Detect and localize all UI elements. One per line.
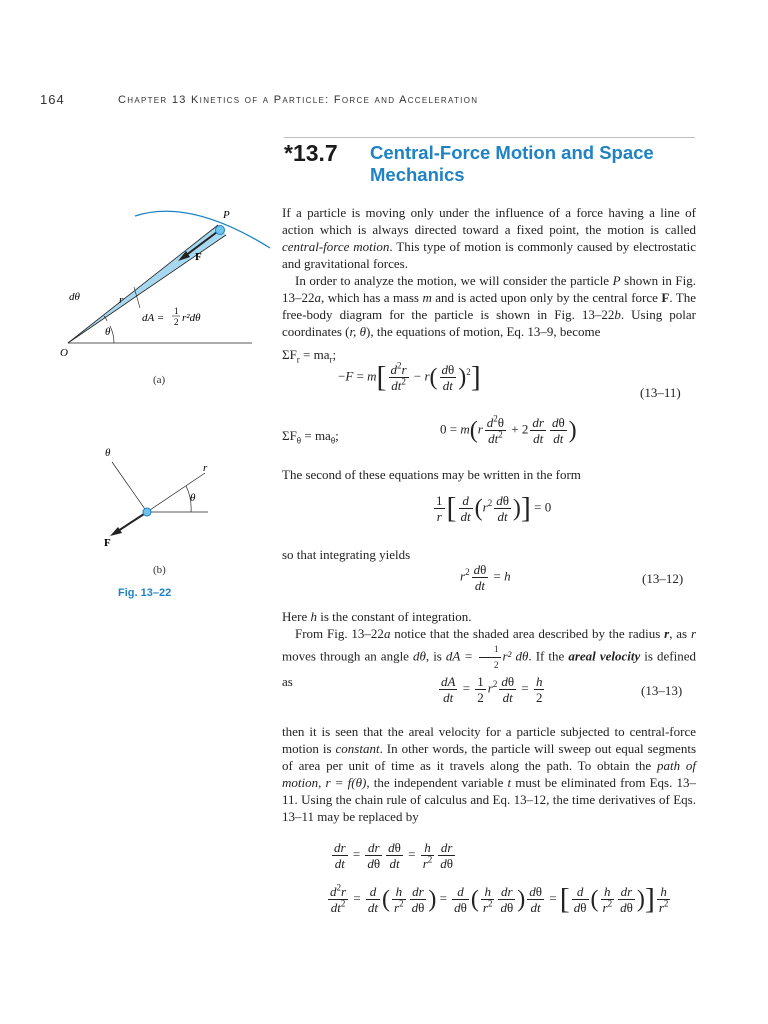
label-r: r [119, 294, 124, 306]
text: is defined as [282, 648, 696, 689]
text: , which has a mass [321, 290, 423, 305]
math: = ma [299, 347, 330, 362]
text: . Using polar coordinates ( [282, 307, 696, 339]
figure-b-label: (b) [153, 564, 166, 576]
running-header [0, 92, 768, 112]
var: P [612, 273, 621, 288]
text: Here [282, 609, 311, 624]
label-dA-rest: r²dθ [182, 312, 201, 324]
text: must be eliminated from Eqs. 13–11. Using the chain rule of calculus and Eq. 13–12, the time derivatives of Eqs. 13–11 may be replaced by [282, 775, 696, 824]
text: . This type of motion is commonly caused by electrostatic and gravitational forces. [282, 239, 696, 271]
text-here-h [282, 608, 696, 625]
figure-13-22a [40, 200, 280, 400]
particle-b [143, 508, 151, 516]
math: ΣF [282, 428, 297, 443]
theta-arc [110, 326, 114, 343]
eq-d2r-dt2: $\frac{d^2r}{dt^2}$ = $\frac{d}{dt}$ ( $\frac{h}{r^2}$ $\frac{dr}{d\theta}$ ) = $\frac{d}{d\theta}$ ( $\frac{h}{r^2}$ $\frac{dr}{d\theta}$ ) $\frac{d\theta}{dt}$ = [ $\frac{d}{d\theta}$ ( $\frac{h}{r^2}$ $\frac{dr}{d\theta}$ )] $\frac{h}{r^2}$ [330, 882, 669, 916]
math: θ [330, 435, 336, 446]
math: = ma [301, 428, 331, 443]
label-P: P [223, 209, 230, 221]
eq-sum-ftheta: $\Sigma F_\theta = ma_\theta$; [282, 428, 339, 446]
text: . If the [528, 648, 569, 664]
paragraph-4 [282, 723, 696, 825]
label-dA-half-num: 1 [174, 306, 179, 316]
text: , as [669, 626, 691, 641]
text: , the independent variable [366, 775, 508, 790]
force-vector-b [118, 514, 144, 531]
text: From Fig. 13–22 [295, 626, 384, 641]
section-title: Central-Force Motion and Space Mechanics [370, 142, 654, 185]
var: r = f(θ) [325, 775, 367, 790]
eq-dr-dt: $\frac{dr}{dt}$ = $\frac{dr}{d\theta}$ $\frac{d\theta}{dt}$ = $\frac{h}{r^2}$ $\frac{dr}{d\theta}$ [334, 840, 454, 871]
term-path-of-motion: path of motion [282, 758, 696, 790]
intro-paragraphs [282, 204, 696, 340]
chapter-title: Chapter 13 Kinetics of a Particle: Force and Acceleration [118, 94, 479, 106]
label-F-b: F [104, 537, 111, 549]
text: , [318, 775, 326, 790]
text: . In other words, the particle will sweep out equal segments of area per unit of time as it travels along the path. To obtain the [282, 741, 697, 773]
var: h [310, 609, 318, 624]
eq-transverse: 0 = m(r $\frac{d^2\theta}{dt^2}$ + 2 $\frac{dr}{dt}$ $\frac{d\theta}{dt}$ ) [440, 413, 577, 446]
var: a [314, 290, 321, 305]
var: b [614, 307, 621, 322]
eq-13-12: $r^2$ $\frac{d\theta}{dt}$ = h [460, 562, 511, 593]
text: In order to analyze the motion, we will consider the particle [295, 273, 613, 288]
theta-direction [112, 462, 147, 512]
math: θ [296, 435, 302, 446]
text: , is [425, 648, 446, 664]
figure-13-22b [90, 440, 240, 550]
math: r [296, 354, 300, 365]
label-theta-top: θ [105, 447, 111, 459]
label-O: O [60, 347, 68, 359]
math: 2 [494, 660, 499, 670]
r-direction [147, 473, 205, 512]
force-arrowhead-b [110, 527, 122, 536]
math: 1 [479, 642, 501, 658]
text: is the constant of integration. [317, 609, 472, 624]
page-number: 164 [40, 92, 65, 107]
var: r² dθ [502, 648, 529, 664]
eq-second-form: $\frac{1}{r}$ [ $\frac{d}{dt}$ ($r^2$ $\frac{d\theta}{dt}$ )] = 0 [436, 491, 552, 525]
var: F [661, 290, 670, 305]
term-central-force-motion: central-force motion [282, 239, 390, 254]
term-constant: constant [335, 741, 380, 756]
text: then it is seen that the areal velocity for a particle subjected to central-force motion is [282, 724, 696, 756]
figure-caption: Fig. 13–22 [118, 587, 172, 599]
section-rule [284, 137, 695, 138]
text: If a particle is moving only under the influence of a force having a line of action which is always directed toward a fixed point, the motion is called [282, 205, 696, 237]
paragraph-2 [282, 272, 696, 340]
text: shown in Fig. 13–22 [282, 273, 696, 305]
text: . The free-body diagram for the particle is shown in Fig. 13–22 [282, 290, 696, 322]
text: moves through an angle [282, 648, 413, 664]
math: r [329, 354, 333, 365]
eq-number-13-12: (13–12) [642, 571, 684, 586]
eq-sum-fr: $\Sigma F_r = ma_r$; [282, 347, 337, 365]
var: r, θ [349, 324, 367, 339]
eq-number-13-11: (13–11) [640, 385, 681, 400]
radius-line-2 [68, 235, 226, 343]
text: ), the equations of motion, Eq. 13–9, become [366, 324, 601, 339]
var: dA = [445, 648, 477, 664]
label-theta-b: θ [190, 492, 196, 504]
eq-number-13-13: (13–13) [641, 683, 683, 698]
particle-P [216, 226, 225, 235]
paragraph-1 [282, 204, 696, 272]
text-second-eq: The second of these equations may be written in the form [282, 467, 581, 482]
var: r [690, 626, 696, 641]
var: dθ [413, 648, 426, 664]
var: t [507, 775, 512, 790]
text-then [282, 723, 696, 825]
var: a [383, 626, 391, 641]
text: and is acted upon only by the central force [431, 290, 662, 305]
var: m [422, 290, 432, 305]
eq-13-13: $\frac{dA}{dt}$ = $\frac{1}{2}$ $r^2$ $\frac{d\theta}{dt}$ = $\frac{h}{2}$ [441, 674, 543, 705]
section-number: *13.7 [284, 140, 338, 166]
eq-radial: −F = m[ $\frac{d^2r}{dt^2}$ − r( $\frac{d\theta}{dt}$ )$^2$] [338, 360, 481, 394]
term-areal-velocity: areal velocity [568, 648, 641, 664]
label-dA-half-den: 2 [174, 317, 179, 327]
label-dA: dA = [142, 312, 165, 324]
label-theta: θ [105, 326, 111, 338]
label-F: F [195, 251, 202, 263]
radius-line-1 [68, 225, 218, 343]
math: ΣF [282, 347, 297, 362]
text-integrating: so that integrating yields [282, 547, 411, 562]
figure-a-label: (a) [153, 374, 166, 386]
var: r [664, 626, 670, 641]
label-dtheta: dθ [69, 291, 80, 303]
label-r-b: r [203, 462, 208, 474]
text: notice that the shaded area described by the radius [390, 626, 665, 641]
